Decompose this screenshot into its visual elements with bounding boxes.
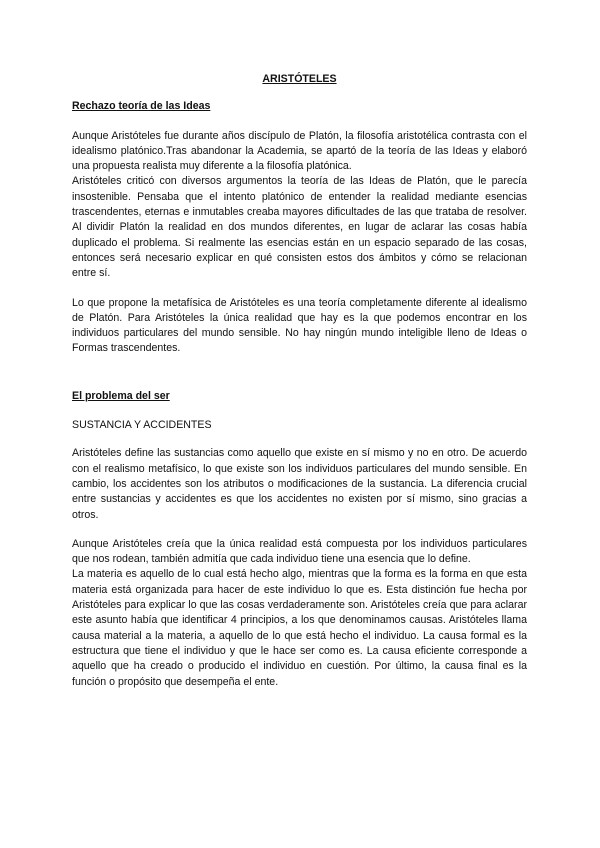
section-gap xyxy=(72,357,527,389)
paragraph-essence: Aunque Aristóteles creía que la única realidad está compuesta por los individuos particulares que nos rodean, también admitía que cada individuo tiene una esencia que lo define. xyxy=(72,537,527,566)
section-heading-ideas: Rechazo teoría de las Ideas xyxy=(72,100,211,113)
document-content xyxy=(72,72,527,690)
paragraph-intro: Aunque Aristóteles fue durante años discípulo de Platón, la filosofía aristotélica contrasta con el idealismo platónico.Tras abandonar la Academia, se apartó de la teoría de las Ideas y elaboró una propuesta realista muy diferente a la filosofía platónica. xyxy=(72,129,527,173)
section-heading-being: El problema del ser xyxy=(72,389,170,402)
paragraph-gap xyxy=(72,282,527,296)
paragraph-gap xyxy=(72,523,527,537)
paragraph-causes: La materia es aquello de lo cual está hecho algo, mientras que la forma es la forma en que esta materia está organizada para hacer de este individuo lo que es. Esta distinción fue hecha por Aristóteles para explicar lo que las cosas verdaderamente son. Aristóteles creía que para aclarar este asunto había que identificar 4 principios, a los que denominamos causas. Aristóteles llama causa material a la materia, a aquello de lo que está hecho el individuo. La causa formal es la estructura que tiene el individuo y que le hace ser como es. La causa eficiente corresponde a aquello que ha creado o producido el individuo en cuestión. Por último, la causa final es la función o propósito que desempeña el ente. xyxy=(72,568,527,688)
paragraph-metaphysics: Lo que propone la metafísica de Aristóteles es una teoría completamente diferente al idealismo de Platón. Para Aristóteles la única realidad que hay es la que podemos encontrar en los individuos particulares del mundo sensible. No hay ningún mundo inteligible lleno de Ideas o Formas trascendentes. xyxy=(72,296,527,355)
subheading-substance: SUSTANCIA Y ACCIDENTES xyxy=(72,419,212,432)
paragraph-substances: Aristóteles define las sustancias como aquello que existe en sí mismo y no en otro. De acuerdo con el realismo metafísico, lo que existe son los individuos particulares del mundo sensible. En cambio, los accidentes son los atributos o modificaciones de la sustancia. La diferencia crucial entre sustancias y accidentes es que los accidentes no existen por sí mismo, sino gracias a otros. xyxy=(72,447,527,521)
paragraph-critique: Aristóteles criticó con diversos argumentos la teoría de las Ideas de Platón, que le parecía insostenible. Pensaba que el intento platónico de entender la realidad mediante esencias trascendentes, eternas e inmutables creaba mayores dificultades de las que trataba de resolver. Al dividir Platón la realidad en dos mundos diferentes, en lugar de aclarar las cosas había duplicado el problema. Si realmente las esencias están en un espacio separado de las cosas, entonces será necesario explicar en qué consisten estos dos ámbitos y cómo se relacionan entre sí. xyxy=(72,175,527,280)
document-title: ARISTÓTELES xyxy=(262,73,337,85)
